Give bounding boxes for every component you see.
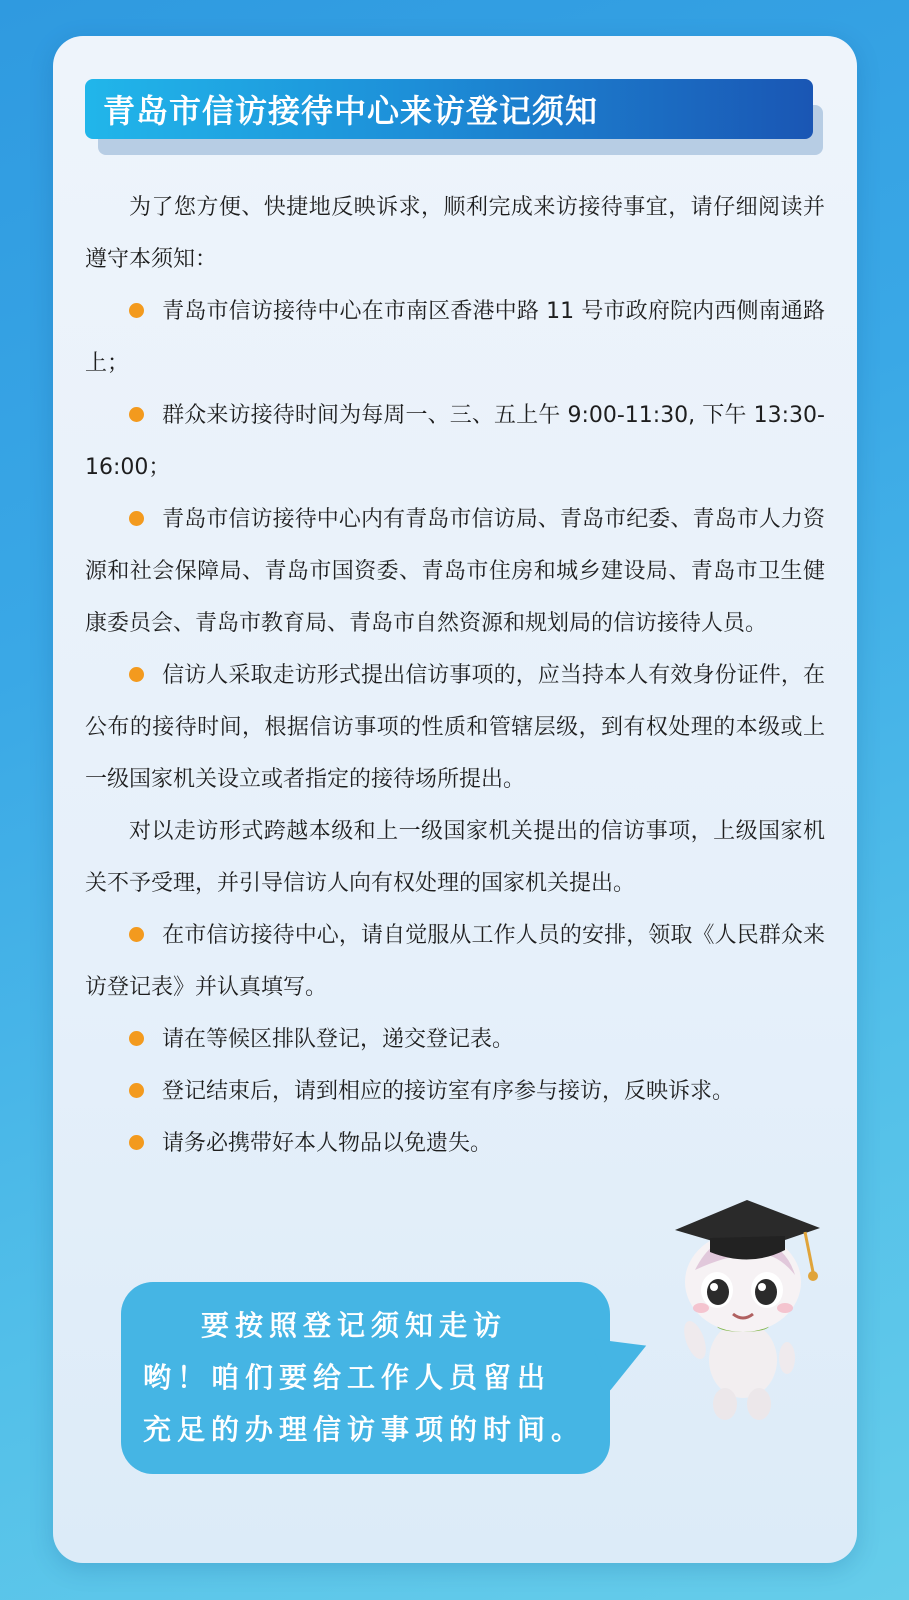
list-item: 请在等候区排队登记，递交登记表。 [85,1014,825,1066]
list-item: 请务必携带好本人物品以免遗失。 [85,1118,825,1170]
bullet-dot-icon [129,1031,144,1046]
rule-paragraph: 对以走访形式跨越本级和上一级国家机关提出的信访事项，上级国家机关不予受理，并引导信访人向有权处理的国家机关提出。 [85,819,825,896]
bullet-dot-icon [129,1083,144,1098]
list-item: 群众来访接待时间为每周一、三、五上午 9:00-11:30, 下午 13:30-16:00； [85,403,825,480]
bullet-dot-icon [129,667,144,682]
mascot-graduate-icon [655,1190,830,1425]
list-item: 青岛市信访接待中心内有青岛市信访局、青岛市纪委、青岛市人力资源和社会保障局、青岛市国资委、青岛市住房和城乡建设局、青岛市卫生健康委员会、青岛市教育局、青岛市自然资源和规划局的信访接待人员。 [85,507,825,636]
speech-bubble-text [143,1300,593,1456]
notice-content [85,182,825,1170]
bubble-line: 哟！咱们要给工作人员留出 [143,1361,552,1394]
list-item: 青岛市信访接待中心在市南区香港中路 11 号市政府院内西侧南通路上； [85,299,825,376]
bullet-dot-icon [129,407,144,422]
list-item: 信访人采取走访形式提出信访事项的，应当持本人有效身份证件，在公布的接待时间，根据信访事项的性质和管辖层级，到有权处理的本级或上一级国家机关设立或者指定的接待场所提出。 [85,663,825,792]
bullet-dot-icon [129,927,144,942]
title-bar [85,79,813,139]
bullet-dot-icon [129,303,144,318]
bubble-line: 要按照登记须知走访 [201,1309,508,1342]
page-title: 青岛市信访接待中心来访登记须知 [103,92,599,130]
bullet-dot-icon [129,1135,144,1150]
bubble-line: 充足的办理信访事项的时间。 [143,1413,586,1446]
list-item: 登记结束后，请到相应的接访室有序参与接访，反映诉求。 [85,1066,825,1118]
bullet-dot-icon [129,511,144,526]
list-item: 在市信访接待中心，请自觉服从工作人员的安排，领取《人民群众来访登记表》并认真填写。 [85,923,825,1000]
intro-paragraph: 为了您方便、快捷地反映诉求，顺利完成来访接待事宜，请仔细阅读并遵守本须知： [85,195,825,272]
